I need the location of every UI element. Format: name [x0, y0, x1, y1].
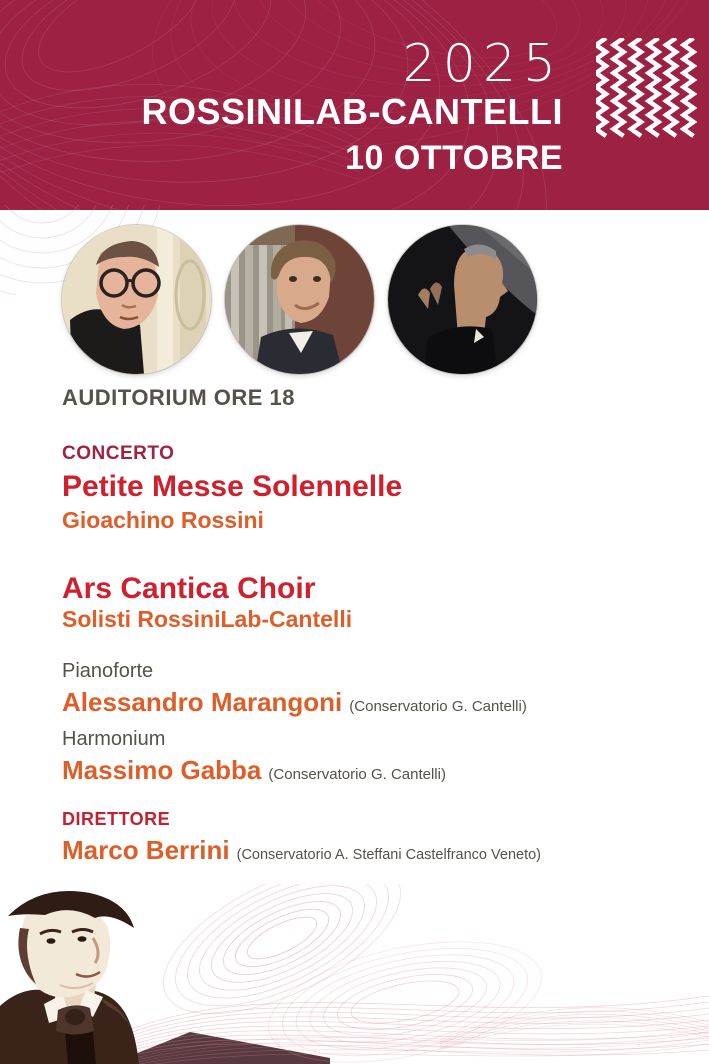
- director-label: DIRETTORE: [62, 809, 171, 829]
- performer-photo-3: [388, 225, 537, 374]
- director-name: Marco Berrini: [62, 835, 230, 865]
- bottom-artwork: [0, 884, 709, 1064]
- performer-line: [62, 688, 527, 717]
- performer-name: Alessandro Marangoni: [62, 687, 343, 717]
- performer-name: Massimo Gabba: [62, 755, 262, 785]
- soloists-line: Solisti RossiniLab-Cantelli: [62, 606, 353, 632]
- performer-photo-2: [225, 225, 374, 374]
- performer-affiliation: (Conservatorio G. Cantelli): [349, 698, 527, 715]
- pink-wave-lines: [55, 996, 709, 1064]
- performer-affiliation: (Conservatorio G. Cantelli): [268, 766, 446, 783]
- performer-role: Pianoforte: [62, 660, 154, 682]
- header-date: 10 OTTOBRE: [345, 139, 563, 177]
- zigzag-chevron-icon: [596, 38, 700, 142]
- performer-role: Harmonium: [62, 728, 166, 750]
- work-title: Petite Messe Solennelle: [62, 470, 403, 503]
- performer-line: [62, 756, 446, 785]
- rossini-portrait-illustration: [0, 891, 139, 1064]
- section-label: CONCERTO: [62, 443, 175, 464]
- composer-name: Gioachino Rossini: [62, 507, 264, 533]
- director-line: [62, 836, 541, 865]
- header-banner: [0, 0, 709, 210]
- venue-time: AUDITORIUM ORE 18: [62, 385, 296, 410]
- director-affiliation: (Conservatorio A. Steffani Castelfranco Veneto): [236, 847, 542, 863]
- ensemble-name: Ars Cantica Choir: [62, 572, 316, 605]
- performer-photo-1: [62, 225, 211, 374]
- header-year: 2025: [402, 34, 563, 94]
- header-title: ROSSINILAB-CANTELLI: [141, 91, 563, 132]
